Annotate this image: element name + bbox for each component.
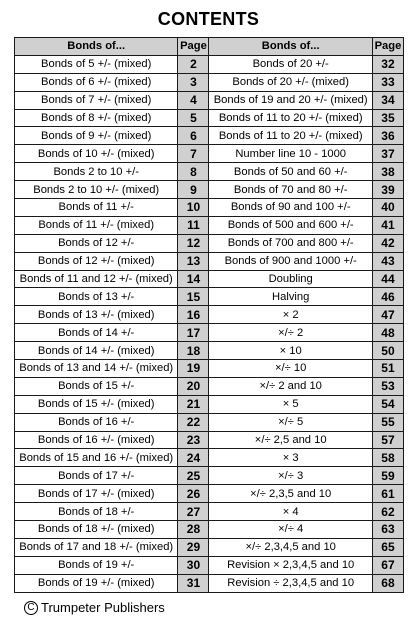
topic-left-cell: Bonds of 6 +/- (mixed) xyxy=(15,73,178,91)
contents-rows xyxy=(15,55,404,592)
table-row xyxy=(15,360,404,378)
topic-left-cell: Bonds of 13 +/- xyxy=(15,288,178,306)
topic-right-cell: ×/÷ 10 xyxy=(209,360,372,378)
page-left-cell: 28 xyxy=(178,521,209,539)
page-right-cell: 54 xyxy=(372,395,403,413)
topic-right-cell: Bonds of 20 +/- xyxy=(209,55,372,73)
topic-left-cell: Bonds of 11 and 12 +/- (mixed) xyxy=(15,270,178,288)
table-row xyxy=(15,127,404,145)
topic-left-cell: Bonds of 16 +/- (mixed) xyxy=(15,431,178,449)
page-left-cell: 25 xyxy=(178,467,209,485)
page-right-cell: 34 xyxy=(372,91,403,109)
topic-left-cell: Bonds of 16 +/- xyxy=(15,413,178,431)
topic-right-cell: × 4 xyxy=(209,503,372,521)
page-left-cell: 17 xyxy=(178,324,209,342)
topic-right-cell: Doubling xyxy=(209,270,372,288)
page-left-cell: 19 xyxy=(178,360,209,378)
topic-left-cell: Bonds of 12 +/- xyxy=(15,234,178,252)
topic-left-cell: Bonds of 18 +/- xyxy=(15,503,178,521)
table-row xyxy=(15,199,404,217)
page-right-cell: 47 xyxy=(372,306,403,324)
page-right-cell: 37 xyxy=(372,145,403,163)
topic-left-cell: Bonds of 19 +/- (mixed) xyxy=(15,574,178,592)
page-right-cell: 55 xyxy=(372,413,403,431)
topic-right-cell: ×/÷ 2,5 and 10 xyxy=(209,431,372,449)
page-left-cell: 7 xyxy=(178,145,209,163)
table-row xyxy=(15,109,404,127)
table-row xyxy=(15,306,404,324)
page-left-cell: 30 xyxy=(178,556,209,574)
page-left-cell: 14 xyxy=(178,270,209,288)
page-left-cell: 15 xyxy=(178,288,209,306)
page-left-cell: 31 xyxy=(178,574,209,592)
topic-right-cell: Bonds of 50 and 60 +/- xyxy=(209,163,372,181)
page-right-cell: 68 xyxy=(372,574,403,592)
topic-left-cell: Bonds of 15 +/- xyxy=(15,377,178,395)
table-row xyxy=(15,270,404,288)
page-left-cell: 20 xyxy=(178,377,209,395)
page-right-cell: 48 xyxy=(372,324,403,342)
table-row xyxy=(15,324,404,342)
topic-right-cell: Bonds of 11 to 20 +/- (mixed) xyxy=(209,109,372,127)
table-row xyxy=(15,216,404,234)
topic-right-cell: × 2 xyxy=(209,306,372,324)
page-title: CONTENTS xyxy=(157,9,260,29)
table-row xyxy=(15,467,404,485)
page-left-cell: 8 xyxy=(178,163,209,181)
topic-right-cell: × 5 xyxy=(209,395,372,413)
page-left-cell: 24 xyxy=(178,449,209,467)
page-left-cell: 12 xyxy=(178,234,209,252)
topic-right-cell: ×/÷ 5 xyxy=(209,413,372,431)
table-row xyxy=(15,342,404,360)
topic-left-cell: Bonds of 12 +/- (mixed) xyxy=(15,252,178,270)
page-left-cell: 22 xyxy=(178,413,209,431)
topic-left-cell: Bonds of 17 +/- xyxy=(15,467,178,485)
page-right-cell: 38 xyxy=(372,163,403,181)
page-right-cell: 36 xyxy=(372,127,403,145)
table-row xyxy=(15,377,404,395)
page-right-cell: 32 xyxy=(372,55,403,73)
page-right-cell: 39 xyxy=(372,181,403,199)
topic-left-cell: Bonds of 7 +/- (mixed) xyxy=(15,91,178,109)
topic-right-cell: Revision × 2,3,4,5 and 10 xyxy=(209,556,372,574)
header-topic-left: Bonds of... xyxy=(15,38,178,56)
page-left-cell: 13 xyxy=(178,252,209,270)
topic-left-cell: Bonds of 13 +/- (mixed) xyxy=(15,306,178,324)
contents-table xyxy=(14,37,404,593)
table-row xyxy=(15,73,404,91)
page-left-cell: 5 xyxy=(178,109,209,127)
page-right-cell: 50 xyxy=(372,342,403,360)
page-right-cell: 33 xyxy=(372,73,403,91)
page-right-cell: 40 xyxy=(372,199,403,217)
topic-left-cell: Bonds of 14 +/- xyxy=(15,324,178,342)
page-left-cell: 16 xyxy=(178,306,209,324)
topic-left-cell: Bonds of 9 +/- (mixed) xyxy=(15,127,178,145)
table-row xyxy=(15,521,404,539)
table-row xyxy=(15,449,404,467)
topic-left-cell: Bonds of 15 +/- (mixed) xyxy=(15,395,178,413)
table-row xyxy=(15,538,404,556)
topic-right-cell: Revision ÷ 2,3,4,5 and 10 xyxy=(209,574,372,592)
page-right-cell: 65 xyxy=(372,538,403,556)
page-right-cell: 35 xyxy=(372,109,403,127)
table-row xyxy=(15,431,404,449)
header-topic-right: Bonds of... xyxy=(209,38,372,56)
topic-right-cell: Bonds of 11 to 20 +/- (mixed) xyxy=(209,127,372,145)
table-row xyxy=(15,145,404,163)
header-page-left: Page xyxy=(178,38,209,56)
page-left-cell: 4 xyxy=(178,91,209,109)
topic-right-cell: ×/÷ 2,3,5 and 10 xyxy=(209,485,372,503)
topic-right-cell: Halving xyxy=(209,288,372,306)
table-row xyxy=(15,91,404,109)
page-left-cell: 2 xyxy=(178,55,209,73)
topic-left-cell: Bonds of 17 and 18 +/- (mixed) xyxy=(15,538,178,556)
page-right-cell: 61 xyxy=(372,485,403,503)
table-row xyxy=(15,556,404,574)
topic-right-cell: Bonds of 900 and 1000 +/- xyxy=(209,252,372,270)
footer xyxy=(24,600,165,615)
page-left-cell: 29 xyxy=(178,538,209,556)
page-right-cell: 59 xyxy=(372,467,403,485)
topic-right-cell: ×/÷ 4 xyxy=(209,521,372,539)
page-left-cell: 6 xyxy=(178,127,209,145)
table-row xyxy=(15,395,404,413)
page-right-cell: 44 xyxy=(372,270,403,288)
page-right-cell: 58 xyxy=(372,449,403,467)
table-header-row xyxy=(15,38,404,56)
table-row xyxy=(15,163,404,181)
page-right-cell: 42 xyxy=(372,234,403,252)
page-right-cell: 62 xyxy=(372,503,403,521)
topic-right-cell: × 10 xyxy=(209,342,372,360)
page-left-cell: 10 xyxy=(178,199,209,217)
page-left-cell: 23 xyxy=(178,431,209,449)
page-left-cell: 18 xyxy=(178,342,209,360)
topic-right-cell: Bonds of 500 and 600 +/- xyxy=(209,216,372,234)
page-left-cell: 9 xyxy=(178,181,209,199)
page-right-cell: 46 xyxy=(372,288,403,306)
topic-left-cell: Bonds of 10 +/- (mixed) xyxy=(15,145,178,163)
topic-right-cell: Number line 10 - 1000 xyxy=(209,145,372,163)
header-page-right: Page xyxy=(372,38,403,56)
topic-left-cell: Bonds 2 to 10 +/- (mixed) xyxy=(15,181,178,199)
topic-right-cell: × 3 xyxy=(209,449,372,467)
table-row xyxy=(15,181,404,199)
page-left-cell: 11 xyxy=(178,216,209,234)
topic-left-cell: Bonds of 19 +/- xyxy=(15,556,178,574)
topic-right-cell: Bonds of 70 and 80 +/- xyxy=(209,181,372,199)
page-right-cell: 41 xyxy=(372,216,403,234)
copyright-icon: C xyxy=(24,601,38,615)
topic-right-cell: ×/÷ 3 xyxy=(209,467,372,485)
topic-right-cell: Bonds of 19 and 20 +/- (mixed) xyxy=(209,91,372,109)
topic-left-cell: Bonds of 17 +/- (mixed) xyxy=(15,485,178,503)
topic-left-cell: Bonds of 13 and 14 +/- (mixed) xyxy=(15,360,178,378)
page-left-cell: 3 xyxy=(178,73,209,91)
table-row xyxy=(15,252,404,270)
table-row xyxy=(15,55,404,73)
page-right-cell: 51 xyxy=(372,360,403,378)
page-left-cell: 21 xyxy=(178,395,209,413)
topic-left-cell: Bonds of 11 +/- xyxy=(15,199,178,217)
page-right-cell: 67 xyxy=(372,556,403,574)
topic-right-cell: Bonds of 90 and 100 +/- xyxy=(209,199,372,217)
publisher-name: Trumpeter Publishers xyxy=(41,600,165,615)
topic-right-cell: ×/÷ 2 and 10 xyxy=(209,377,372,395)
table-row xyxy=(15,234,404,252)
table-row xyxy=(15,574,404,592)
table-row xyxy=(15,485,404,503)
page-right-cell: 43 xyxy=(372,252,403,270)
topic-right-cell: Bonds of 20 +/- (mixed) xyxy=(209,73,372,91)
table-row xyxy=(15,503,404,521)
page-right-cell: 57 xyxy=(372,431,403,449)
topic-left-cell: Bonds 2 to 10 +/- xyxy=(15,163,178,181)
topic-right-cell: ×/÷ 2,3,4,5 and 10 xyxy=(209,538,372,556)
topic-left-cell: Bonds of 14 +/- (mixed) xyxy=(15,342,178,360)
topic-left-cell: Bonds of 15 and 16 +/- (mixed) xyxy=(15,449,178,467)
topic-right-cell: ×/÷ 2 xyxy=(209,324,372,342)
page-left-cell: 26 xyxy=(178,485,209,503)
topic-left-cell: Bonds of 5 +/- (mixed) xyxy=(15,55,178,73)
page-right-cell: 53 xyxy=(372,377,403,395)
table-row xyxy=(15,413,404,431)
topic-right-cell: Bonds of 700 and 800 +/- xyxy=(209,234,372,252)
table-row xyxy=(15,288,404,306)
topic-left-cell: Bonds of 11 +/- (mixed) xyxy=(15,216,178,234)
topic-left-cell: Bonds of 8 +/- (mixed) xyxy=(15,109,178,127)
page-left-cell: 27 xyxy=(178,503,209,521)
topic-left-cell: Bonds of 18 +/- (mixed) xyxy=(15,521,178,539)
page-right-cell: 63 xyxy=(372,521,403,539)
